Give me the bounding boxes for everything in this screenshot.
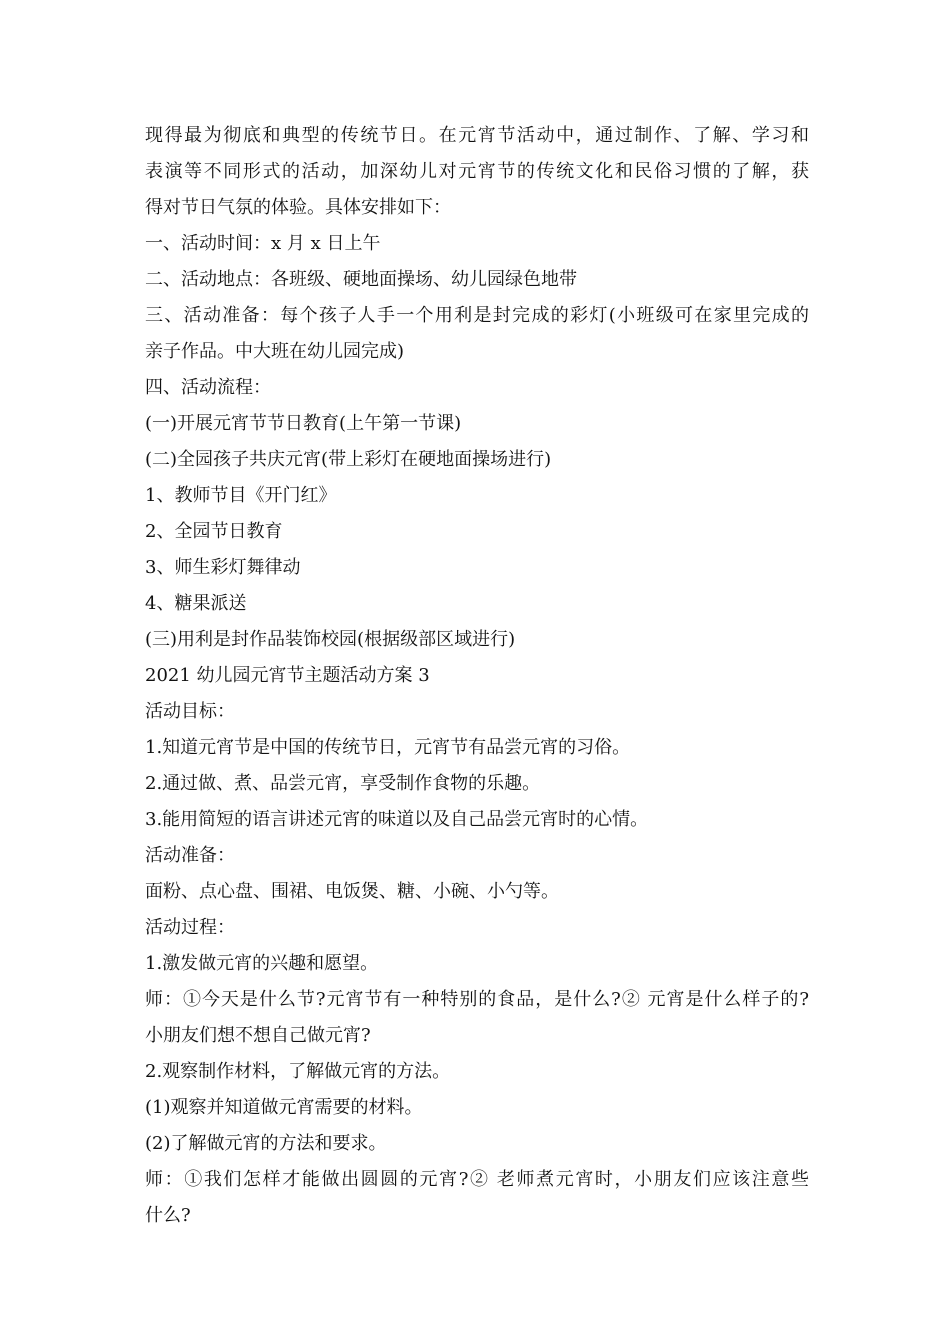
process-subitem: (1)观察并知道做元宵需要的材料。 (145, 1097, 423, 1118)
goal-item: 3.能用简短的语言讲述元宵的味道以及自己品尝元宵时的心情。 (145, 809, 649, 830)
teacher-dialogue-line: 什么? (145, 1205, 191, 1226)
program-item: 4、糖果派送 (145, 593, 247, 614)
program-item: 2、全园节日教育 (145, 521, 283, 542)
program-item: 1、教师节目《开门红》 (145, 485, 337, 506)
teacher-dialogue-line: 师：①我们怎样才能做出圆圆的元宵?② 老师煮元宵时，小朋友们应该注意些 (145, 1169, 809, 1190)
materials-line: 面粉、点心盘、围裙、电饭煲、糖、小碗、小勺等。 (145, 881, 559, 902)
paragraph-line: 现得最为彻底和典型的传统节日。在元宵节活动中，通过制作、了解、学习和 (145, 125, 809, 146)
process-subitem: (2)了解做元宵的方法和要求。 (145, 1133, 387, 1154)
preparation-heading: 活动准备： (145, 845, 235, 866)
activity-preparation-continuation: 亲子作品。中大班在幼儿园完成) (145, 341, 405, 362)
activity-location-line: 二、活动地点：各班级、硬地面操场、幼儿园绿色地带 (145, 269, 577, 290)
goals-heading: 活动目标： (145, 701, 235, 722)
paragraph-line: 得对节日气氛的体验。具体安排如下： (145, 197, 451, 218)
process-item: 2.观察制作材料，了解做元宵的方法。 (145, 1061, 451, 1082)
teacher-dialogue-line: 小朋友们想不想自己做元宵? (145, 1025, 371, 1046)
goal-item: 1.知道元宵节是中国的传统节日，元宵节有品尝元宵的习俗。 (145, 737, 631, 758)
activity-preparation-line: 三、活动准备：每个孩子人手一个用利是封完成的彩灯(小班级可在家里完成的 (145, 305, 809, 326)
goal-item: 2.通过做、煮、品尝元宵，享受制作食物的乐趣。 (145, 773, 541, 794)
process-step-line: (一)开展元宵节节日教育(上午第一节课) (145, 413, 462, 434)
process-item: 1.激发做元宵的兴趣和愿望。 (145, 953, 379, 974)
activity-time-line: 一、活动时间：x 月 x 日上午 (145, 233, 381, 254)
process-step-line: (三)用利是封作品装饰校园(根据级部区域进行) (145, 629, 516, 650)
document-body (145, 118, 809, 1234)
activity-process-heading: 四、活动流程： (145, 377, 271, 398)
process-step-line: (二)全园孩子共庆元宵(带上彩灯在硬地面操场进行) (145, 449, 552, 470)
program-item: 3、师生彩灯舞律动 (145, 557, 301, 578)
process-heading: 活动过程： (145, 917, 235, 938)
section-title: 2021 幼儿园元宵节主题活动方案 3 (145, 665, 430, 686)
teacher-dialogue-line: 师：①今天是什么节?元宵节有一种特别的食品，是什么?② 元宵是什么样子的? (145, 989, 809, 1010)
paragraph-line: 表演等不同形式的活动，加深幼儿对元宵节的传统文化和民俗习惯的了解，获 (145, 161, 809, 182)
